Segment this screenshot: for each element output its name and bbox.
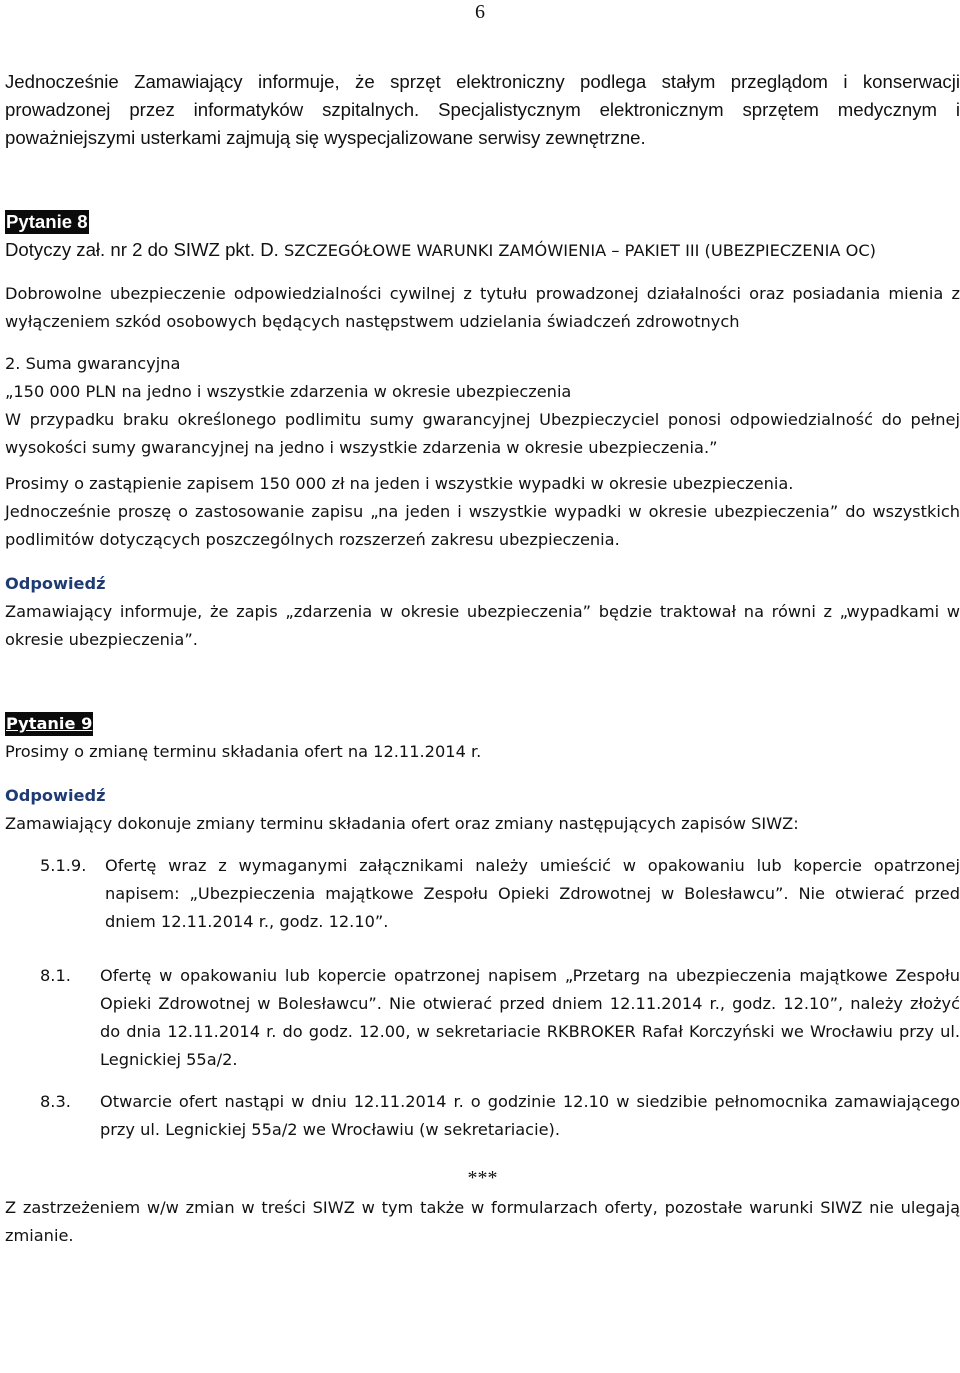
question-9-heading (5, 710, 960, 738)
question-8-answer: Zamawiający informuje, że zapis „zdarzenia w okresie ubezpieczenia” będzie traktował na równi z „wypadkami w okresie ubezpieczenia”. (5, 602, 960, 649)
question-8-paragraph-1: Dobrowolne ubezpieczenie odpowiedzialności cywilnej z tytułu prowadzonej działalności oraz posiadania mienia z wyłączeniem szkód osobowych będących następstwem udzielania świadczeń zdrowotnych (5, 284, 960, 331)
question-8-reference-rest: SZCZEGÓŁOWE WARUNKI ZAMÓWIENIA – PAKIET III (UBEZPIECZENIA OC) (278, 241, 876, 260)
closing-paragraph: Z zastrzeżeniem w/w zmian w treści SIWZ w tym także w formularzach oferty, pozostałe warunki SIWZ nie ulegają zmianie. (5, 1198, 960, 1245)
list-item-text: Ofertę wraz z wymaganymi załącznikami należy umieścić w opakowaniu lub kopercie opatrzonej napisem: „Ubezpieczenia majątkowe Zespołu Opieki Zdrowotnej w Bolesławcu”. Nie otwierać przed dniem 12.11.2014 r., godz. 12.10”. (105, 856, 960, 931)
question-8-title: Pytanie 8 (6, 211, 88, 232)
question-8-paragraph-6: Jednocześnie proszę o zastosowanie zapisu „na jeden i wszystkie wypadki w okresie ubezpieczenia” do wszystkich podlimitów dotyczących poszczególnych rozszerzeń zakresu ubezpieczenia. (5, 502, 960, 549)
list-item-number: 8.1. (40, 966, 71, 985)
list-item-text: Otwarcie ofert nastąpi w dniu 12.11.2014 r. o godzinie 12.10 w siedzibie pełnomocnika zamawiającego przy ul. Legnickiej 55a/2 we Wrocławiu (w sekretariacie). (100, 1092, 960, 1139)
question-8-reference (5, 236, 960, 266)
question-8-heading (5, 208, 960, 236)
list-item-number: 5.1.9. (40, 856, 87, 875)
question-9-answer-title: Odpowiedź (5, 786, 106, 805)
question-9-question: Prosimy o zmianę terminu składania ofert na 12.11.2014 r. (5, 742, 482, 761)
list-item-8-3 (5, 1088, 960, 1144)
intro-paragraph: Jednocześnie Zamawiający informuje, że sprzęt elektroniczny podlega stałym przeglądom i konserwacji prowadzonej przez informatyków szpitalnych. Specjalistycznym elektronicznym sprzętem medycznym i poważniejszymi usterkami zajmują się wyspecjalizowane serwisy zewnętrzne. (5, 71, 960, 148)
list-item-text: Ofertę w opakowaniu lub kopercie opatrzonej napisem „Przetarg na ubezpieczenia majątkowe Zespołu Opieki Zdrowotnej w Bolesławcu”. Nie otwierać przed dniem 12.11.2014 r., godz. 12.10”, należy złożyć do dnia 12.11.2014 r. do godz. 12.00, w sekretariacie RKBROKER Rafał Korczyński we Wrocławiu przy ul. Legnickiej 55a/2. (100, 966, 960, 1069)
section-separator: *** (467, 1167, 498, 1189)
question-8-answer-title: Odpowiedź (5, 574, 106, 593)
siwz-changes-list (5, 852, 960, 1144)
list-item-8-1 (5, 962, 960, 1074)
question-8-paragraph-4: W przypadku braku określonego podlimitu sumy gwarancyjnej Ubezpieczyciel ponosi odpowiedzialność do pełnej wysokości sumy gwarancyjnej na jedno i wszystkie zdarzenia w okresie ubezpieczenia.” (5, 410, 960, 457)
list-item-number: 8.3. (40, 1092, 71, 1111)
question-9-title: Pytanie 9 (5, 712, 93, 736)
page-number: 6 (475, 1, 485, 23)
question-8-paragraph-5: Prosimy o zastąpienie zapisem 150 000 zł na jeden i wszystkie wypadki w okresie ubezpieczenia. (5, 474, 794, 493)
question-8-paragraph-3: „150 000 PLN na jedno i wszystkie zdarzenia w okresie ubezpieczenia (5, 382, 572, 401)
document-body (5, 68, 960, 1250)
question-9-answer: Zamawiający dokonuje zmiany terminu składania ofert oraz zmiany następujących zapisów SIWZ: (5, 814, 799, 833)
list-item-5-1-9 (5, 852, 960, 936)
question-8-paragraph-2: 2. Suma gwarancyjna (5, 354, 181, 373)
question-8-reference-lead: Dotyczy zał. nr 2 do SIWZ pkt. D. (5, 239, 279, 260)
